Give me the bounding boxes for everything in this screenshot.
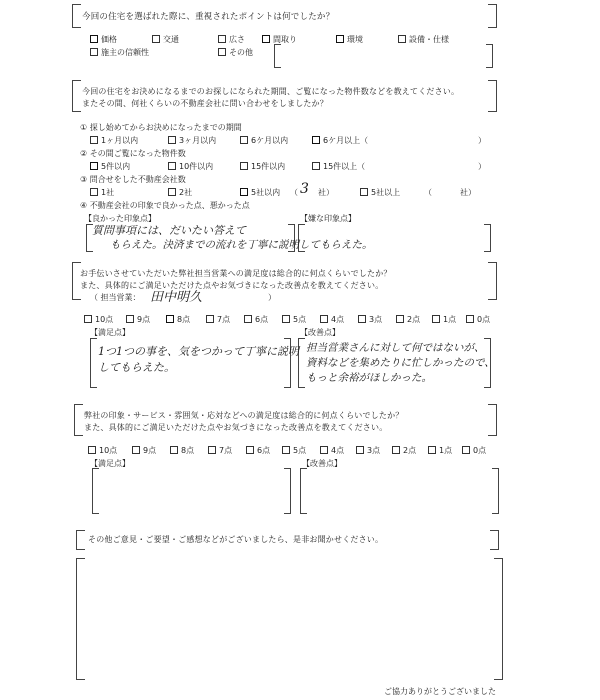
q5-answer-bracket-right <box>494 558 503 680</box>
q3-bad-handwritten-line3: もっと余裕がほしかった。 <box>306 372 432 384</box>
q3-score-9[interactable]: 9点 <box>126 314 150 325</box>
checkbox-icon <box>320 446 328 454</box>
q2-companies-5-open: （ <box>290 188 298 197</box>
checkbox-icon <box>208 446 216 454</box>
q1-option-equipment[interactable]: 設備・仕様 <box>398 34 449 45</box>
q2-period-over6m[interactable]: 6ケ月以上（ <box>312 135 368 146</box>
q3-score-2[interactable]: 2点 <box>396 314 420 325</box>
q2-question-line2: またその間、何社くらいの不動産会社に問い合わせをしましたか？ <box>82 99 328 108</box>
checkbox-icon <box>356 446 364 454</box>
checkbox-icon <box>282 446 290 454</box>
checkbox-icon <box>88 446 96 454</box>
checkbox-icon <box>170 446 178 454</box>
checkbox-icon <box>244 315 252 323</box>
q2-period-6m[interactable]: 6ケ月以内 <box>240 135 288 146</box>
q3-score-3[interactable]: 3点 <box>358 314 382 325</box>
checkbox-icon <box>396 315 404 323</box>
checkbox-icon <box>152 35 160 43</box>
q1-bracket-left <box>72 4 81 28</box>
q1-option-traffic[interactable]: 交通 <box>152 34 179 45</box>
q4-score-9[interactable]: 9点 <box>132 445 156 456</box>
q3-staff-close: ） <box>268 293 276 302</box>
q1-other-bracket-left <box>274 44 281 68</box>
checkbox-checked-icon <box>90 162 98 170</box>
q1-question: 今回の住宅を選ばれた際に、重視されたポイントは何でしたか？ <box>82 12 335 22</box>
checkbox-icon <box>398 35 406 43</box>
q3-good-handwritten-line1: 1つ1つの事を、気をつかって丁寧に説明 <box>98 345 299 358</box>
q4-score-7[interactable]: 7点 <box>208 445 232 456</box>
q3-question-line1: お手伝いさせていただいた弊社担当営業への満足度は総合的に何点くらいでしたか？ <box>80 269 392 278</box>
checkbox-icon <box>360 188 368 196</box>
q5-bracket-right <box>490 530 499 550</box>
q2-companies-5[interactable]: 5社以内 <box>240 187 280 198</box>
q2-bad-label: 【嫌な印象点】 <box>300 214 356 223</box>
checkbox-icon <box>240 162 248 170</box>
q2-companies-over5-open: （ <box>424 188 432 197</box>
q3-score-6[interactable]: 6点 <box>244 314 268 325</box>
checkbox-icon <box>392 446 400 454</box>
q2-count-15[interactable]: 15件以内 <box>240 161 285 172</box>
q4-question-line1: 弊社の印象・サービス・雰囲気・応対などへの満足度は総合的に何点くらいでしたか？ <box>84 411 404 420</box>
q2-count-10[interactable]: 10件以内 <box>168 161 213 172</box>
q1-option-builder-trust[interactable]: 施主の信頼性 <box>90 47 149 58</box>
checkbox-checked-icon <box>90 35 98 43</box>
checkbox-icon <box>168 162 176 170</box>
q5-answer-bracket-left[interactable] <box>76 558 85 680</box>
q1-option-price[interactable]: 価格 <box>90 34 117 45</box>
q2-bad-bracket-right <box>484 224 491 252</box>
q2-question-line1: 今回の住宅をお決めになるまでのお探しになられた期間、ご覧になった物件数などを教えてください。 <box>82 87 460 96</box>
q4-good-bracket-right <box>284 468 291 514</box>
q3-score-7[interactable]: 7点 <box>206 314 230 325</box>
checkbox-icon <box>428 446 436 454</box>
q4-score-2[interactable]: 2点 <box>392 445 416 456</box>
q5-bracket-left <box>76 530 85 550</box>
q4-score-10[interactable]: 10点 <box>88 445 117 456</box>
q3-bad-bracket-left <box>298 338 305 388</box>
checkbox-icon <box>126 315 134 323</box>
q3-score-8[interactable]: 8点 <box>166 314 190 325</box>
q2-companies-handwritten: 3 <box>300 181 309 197</box>
q2-period-close: ） <box>478 136 486 145</box>
checkbox-icon <box>240 136 248 144</box>
checkbox-icon <box>168 188 176 196</box>
q2-bracket-left <box>72 80 81 112</box>
q3-good-handwritten-line2: してもらえた。 <box>98 361 175 374</box>
q4-bracket-right <box>488 404 497 436</box>
q2-item1-label: ① 探し始めてからお決めになったまでの期間 <box>80 123 242 132</box>
checkbox-checked-icon <box>336 35 344 43</box>
q4-bracket-left <box>74 404 83 436</box>
q4-score-0[interactable]: 0点 <box>462 445 486 456</box>
q2-count-close: ） <box>478 162 486 171</box>
q3-score-4[interactable]: 4点 <box>320 314 344 325</box>
q1-option-environment[interactable]: 環境 <box>336 34 363 45</box>
q2-count-5[interactable]: 5件以内 <box>90 161 130 172</box>
q2-companies-5-close: 社） <box>318 188 334 197</box>
checkbox-icon <box>246 446 254 454</box>
checkbox-icon <box>90 48 98 56</box>
checkbox-icon <box>90 136 98 144</box>
q1-bracket-right <box>488 4 497 28</box>
checkbox-icon <box>90 188 98 196</box>
checkbox-icon <box>218 35 226 43</box>
q2-good-label: 【良かった印象点】 <box>84 214 156 223</box>
q4-score-3[interactable]: 3点 <box>356 445 380 456</box>
checkbox-icon <box>462 446 470 454</box>
footer-thanks: ご協力ありがとうございました <box>384 687 496 696</box>
q2-companies-over5-close: 社） <box>460 188 476 197</box>
q3-good-label: 【満足点】 <box>90 328 130 337</box>
q3-bad-handwritten-line1: 担当営業さんに対して何ではないが、 <box>306 342 485 354</box>
q2-item2-label: ② その間ご覧になった物件数 <box>80 149 186 158</box>
q3-bad-handwritten-line2: 資料などを集めたりに忙しかったので、 <box>306 357 495 369</box>
q5-question: その他ご意見・ご要望・ご感想などがございましたら、是非お聞かせください。 <box>88 535 384 544</box>
q1-other-bracket-right <box>486 44 493 68</box>
checkbox-icon <box>358 315 366 323</box>
checkbox-checked-icon <box>240 188 248 196</box>
q4-good-label: 【満足点】 <box>90 459 130 468</box>
q4-score-4[interactable]: 4点 <box>320 445 344 456</box>
q2-item3-label: ③ 問合せをした不動産会社数 <box>80 175 186 184</box>
q1-option-other[interactable]: その他 <box>218 47 253 58</box>
q2-item4-label: ④ 不動産会社の印象で良かった点、悪かった点 <box>80 201 250 210</box>
q3-staff-label: （ 担当営業： <box>90 293 141 302</box>
checkbox-icon <box>84 315 92 323</box>
q2-period-3m[interactable]: 3ヶ月以内 <box>168 135 216 146</box>
q3-bad-label: 【改善点】 <box>300 328 340 337</box>
q2-count-over15[interactable]: 15件以上（ <box>312 161 365 172</box>
checkbox-icon <box>282 315 290 323</box>
checkbox-icon <box>432 315 440 323</box>
q3-question-line2: また、具体的にご満足いただけた点やお気づきになった改善点を教えてください。 <box>80 281 384 290</box>
q3-good-bracket-left <box>90 338 97 388</box>
q4-good-bracket-left[interactable] <box>92 468 99 514</box>
q3-score-0[interactable]: 0点 <box>466 314 490 325</box>
q3-staff-handwritten: 田中明久 <box>150 290 203 305</box>
checkbox-icon <box>218 48 226 56</box>
q4-score-8[interactable]: 8点 <box>170 445 194 456</box>
q3-bracket-right <box>488 262 497 300</box>
checkbox-icon <box>206 315 214 323</box>
q2-bracket-right <box>488 80 497 112</box>
q2-period-1m[interactable]: 1ヶ月以内 <box>90 135 138 146</box>
q2-companies-1[interactable]: 1社 <box>90 187 114 198</box>
checkbox-checked-icon <box>262 35 270 43</box>
q4-bad-bracket-left[interactable] <box>300 468 307 514</box>
checkbox-icon <box>312 162 320 170</box>
q4-score-6[interactable]: 6点 <box>246 445 270 456</box>
q4-question-line2: また、具体的にご満足いただけた点やお気づきになった改善点を教えてください。 <box>84 423 388 432</box>
q2-good-handwritten-line1: 質問事項には、だいたい答えて <box>92 224 246 237</box>
q1-option-size[interactable]: 広さ <box>218 34 245 45</box>
q4-score-1[interactable]: 1点 <box>428 445 452 456</box>
checkbox-icon <box>466 315 474 323</box>
checkbox-icon <box>320 315 328 323</box>
q2-good-handwritten-line2: もらえた。決済までの流れを丁寧に説明してもらえた。 <box>110 239 373 251</box>
q3-score-10[interactable]: 10点 <box>84 314 113 325</box>
q1-option-layout[interactable]: 間取り <box>262 34 297 45</box>
q3-score-5[interactable]: 5点 <box>282 314 306 325</box>
q3-score-1[interactable]: 1点 <box>432 314 456 325</box>
q2-companies-over5[interactable]: 5社以上 <box>360 187 400 198</box>
checkbox-icon <box>132 446 140 454</box>
checkbox-icon <box>168 136 176 144</box>
q4-score-5[interactable]: 5点 <box>282 445 306 456</box>
q2-companies-2[interactable]: 2社 <box>168 187 192 198</box>
checkbox-checked-icon <box>166 315 174 323</box>
q4-bad-bracket-right <box>492 468 499 514</box>
checkbox-checked-icon <box>312 136 320 144</box>
q4-bad-label: 【改善点】 <box>302 459 342 468</box>
